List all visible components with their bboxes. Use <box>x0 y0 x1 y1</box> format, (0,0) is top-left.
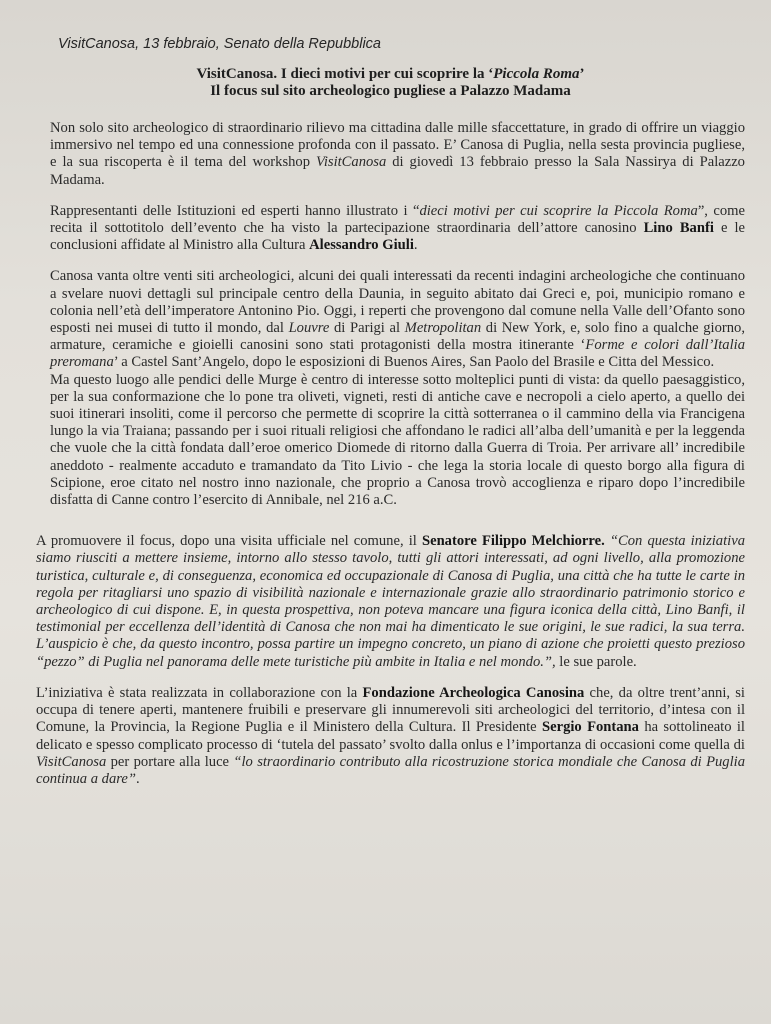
text-run: Non solo sito archeologico di straordinario rilievo ma cittadina dalle mille sfaccettature, in grado di offrire un viaggio immersivo nel tempo ed una connessione profonda con il passato. E’ Canosa di Puglia, nella sesta provincia pugliese, e la sua riscoperta è il tema del workshop <box>50 120 745 171</box>
name-fondazione: Fondazione Archeologica Canosina <box>362 684 585 701</box>
text-run: di New York, e, solo fino a qualche giorno, armature, ceramiche e gioielli canosini sono stati protagonisti della mostra itinerante ‘ <box>50 320 745 354</box>
text-run: ”, come recita il sottotitolo dell’evento che ha visto la partecipazione straordinaria dell’attore canosino <box>50 202 745 237</box>
text-run: per portare alla luce <box>106 753 234 770</box>
quote-melchiorre: “Con questa iniziativa siamo riusciti a mettere insieme, intorno allo stesso tavolo, tutti gli attori interessati, ad ogni livello, alla promozione turistica, culturale e, di conseguenza, economica ed occupazionale di Canosa di Puglia, una città che ha tutte le carte in regola per ritagliarsi uno spazio di visibilità nazionale e internazionale grazie allo straordinario patrimonio storico e archeologico di cui dispone. E, in questa prospettiva, non poteva mancare una figura iconica della città, Lino Banfi, il testimonial per eccellenza dell’identità di Canosa che non mai ha dimenticato le sue origini, le sue radici, la sua terra. L’auspicio è che, da questo incontro, possa partire un impegno concreto, un piano di azione che proietti questo prezioso “pezzo” di Puglia nel panorama delle mete turistiche più ambite in Italia e nel mondo.”, <box>36 533 745 670</box>
text-run: ’ a Castel Sant’Angelo, dopo le esposizioni di Buenos Aires, San Paolo del Brasile e Citta del Messico. <box>113 354 715 371</box>
paragraph-melchiorre <box>36 533 745 671</box>
text-run: L’iniziativa è stata realizzata in collaborazione con la <box>36 684 363 701</box>
title-line-1-end: ’ <box>579 66 585 82</box>
text-run-italic: Louvre <box>288 320 330 337</box>
text-run: e le conclusioni affidate al Ministro alla Cultura <box>50 220 746 254</box>
text-run-italic: dieci motivi per cui scoprire la Piccola Roma <box>419 202 698 219</box>
name-sergio-fontana: Sergio Fontana <box>542 719 639 736</box>
text-run-italic: VisitCanosa <box>36 753 107 770</box>
text-run-italic: VisitCanosa <box>316 154 387 171</box>
paragraph-archaeology <box>50 268 745 371</box>
text-run: A promuovere il focus, dopo una visita ufficiale nel comune, il <box>36 533 422 550</box>
text-run: che, da oltre trent’anni, si occupa di tenere aperti, mantenere fruibili e preservare gli innumerevoli siti archeologici del territorio, d’intesa con il Comune, la Provincia, la Regione Puglia e il Ministero della Cultura. Il Presidente <box>36 684 745 736</box>
name-filippo-melchiorre: Senatore Filippo Melchiorre. <box>421 533 605 550</box>
text-run: le sue parole. <box>555 653 637 670</box>
text-run-italic: Metropolitan <box>404 320 482 337</box>
title-line-1 <box>36 66 745 83</box>
text-run: di Parigi al <box>329 320 405 337</box>
text-run: Rappresentanti delle Istituzioni ed esperti hanno illustrato i “ <box>50 202 420 219</box>
paragraph-fondazione <box>36 685 745 788</box>
title-line-1-start: VisitCanosa. I dieci motivi per cui scoprire la ‘ <box>196 66 494 82</box>
text-run: ha sottolineato il delicato e spesso complicato processo di ‘tutela del passato’ svolto dalla onlus e l’importanza di occasioni come quella di <box>36 719 745 753</box>
text-run: di giovedì 13 febbraio presso la Sala Nassirya di Palazzo Madama. <box>50 154 745 188</box>
text-run: . <box>136 770 140 787</box>
title-line-1-italic: Piccola Roma <box>493 66 580 82</box>
text-run: Canosa vanta oltre venti siti archeologici, alcuni dei quali interessati da recenti indagini archeologiche che continuano a svelare nuovi dettagli sul principale centro della Daunia, in seguito abitato dai Greci e, poi, municipio romano e colonia nell’età dell’imperatore Antonino Pio. Oggi, i reperti che provengono dal comune nella Valle dell’Ofanto sono esposti nei musei di tutto il mondo, dal <box>50 268 745 337</box>
paragraph-representatives <box>50 203 745 255</box>
name-alessandro-giuli: Alessandro Giuli <box>309 237 414 254</box>
document-header: VisitCanosa, 13 febbraio, Senato della Repubblica <box>58 36 381 52</box>
title-line-2: Il focus sul sito archeologico pugliese a Palazzo Madama <box>210 83 571 99</box>
text-run-italic: Forme e colori dall’Italia preromana <box>50 337 745 371</box>
paragraph-intro <box>50 120 745 189</box>
name-lino-banfi: Lino Banfi <box>643 220 714 237</box>
text-run: . <box>413 237 418 254</box>
paragraph-murge: Ma questo luogo alle pendici delle Murge è centro di interesse sotto molteplici punti di vista: da quello paesaggistico, per la sua conformazione che lo pone tra oliveti, vigneti, resti di antiche cave e necropoli a cielo aperto, a quello dei suoi itinerari insoliti, come il percorso che permette di scoprire la città sotterranea o il cammino della via Francigena lungo la via Traiana; passando per i suoi rituali religiosi che affondano le radici all’alba dell’umanità e per la leggenda che vuole che la città fondata dall’eroe omerico Diomede di ritorno dalla Guerra di Troia. Per arrivare all’ incredibile aneddoto - realmente accaduto e tramandato da Tito Livio - che lega la storia locale di questo borgo alla figura di Scipione, eroe citato nel nostro inno nazionale, che proprio a Canosa trovò accoglienza e riparo dopo l’incredibile disfatta di Canne contro l’esercito di Annibale, nel 216 a.C. <box>50 371 745 509</box>
document-title <box>36 66 745 100</box>
quote-fontana: “lo straordinario contributo alla ricostruzione storica mondiale che Canosa di Puglia continua a dare” <box>36 753 745 787</box>
